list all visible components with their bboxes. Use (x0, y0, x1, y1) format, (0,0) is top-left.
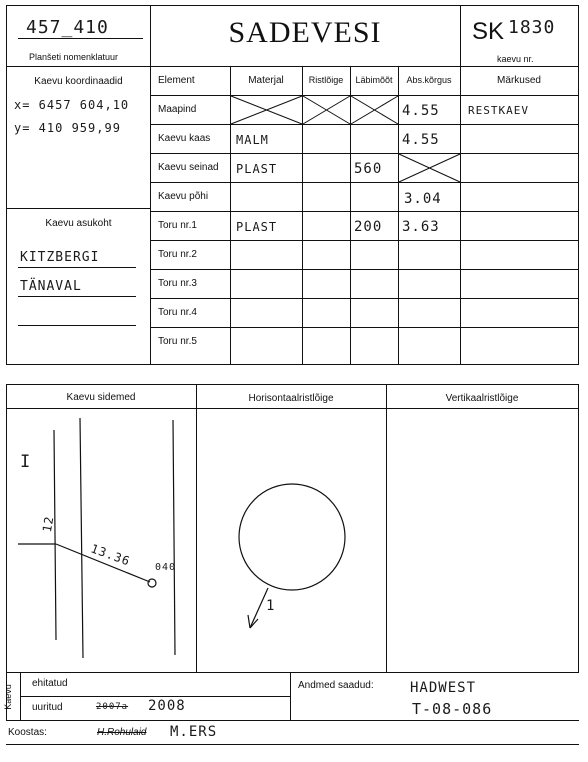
th-elevation: Abs.kõrgus (406, 75, 452, 85)
row-element: Toru nr.3 (158, 278, 197, 289)
row-elevation: 4.55 (402, 132, 440, 148)
sketch-well-ref: 040 (155, 562, 177, 573)
row-element: Kaevu põhi (158, 191, 209, 202)
compiled-value: M.ERS (170, 724, 218, 740)
row-element: Kaevu seinad (158, 162, 219, 173)
coord-y: y= 410 959,99 (14, 121, 121, 135)
row-material: PLAST (236, 162, 278, 176)
coords-label: Kaevu koordinaadid (34, 76, 123, 87)
kaevu-label: Kaevu (2, 684, 13, 710)
page-title: SADEVESI (228, 16, 382, 49)
th-element: Element (158, 75, 195, 86)
row-elevation: 3.63 (402, 219, 440, 235)
coord-x: x= 6457 604,10 (14, 98, 130, 112)
th-material: Materjal (248, 75, 284, 86)
row-notes: RESTKAEV (468, 104, 529, 117)
built-label: ehitatud (32, 678, 68, 689)
row-elevation: 3.04 (404, 191, 442, 207)
row-elevation: 4.55 (402, 103, 440, 119)
row-element: Kaevu kaas (158, 133, 211, 144)
compiled-struck: H.Rohulaid (97, 727, 147, 738)
location-label: Kaevu asukoht (45, 218, 112, 229)
compiled-label: Koostas: (8, 727, 47, 738)
studied-label: uuritud (32, 702, 63, 713)
th-diameter: Läbimõõt (355, 75, 393, 85)
location-line2: TÄNAVAL (20, 279, 82, 294)
row-element: Toru nr.4 (158, 307, 197, 318)
well-prefix: SK (472, 18, 505, 45)
th-cross: Ristlõige (308, 75, 344, 85)
nomenclature-label: Planšeti nomenklatuur (29, 52, 119, 62)
row-element: Toru nr.5 (158, 336, 197, 347)
row-material: PLAST (236, 220, 278, 234)
location-line1: KITZBERGI (20, 250, 100, 265)
well-label: kaevu nr. (497, 54, 534, 64)
sketch-pipe-label: 1 (266, 598, 276, 614)
data-line1: HADWEST (410, 680, 477, 696)
studied-value: 2008 (148, 698, 186, 714)
data-label: Andmed saadud: (298, 680, 374, 691)
sketch-col3-label: Vertikaalristlõige (445, 393, 519, 404)
sketch-col1-label: Kaevu sidemed (66, 392, 136, 403)
studied-struck: 2007a (96, 702, 129, 712)
row-diameter: 560 (354, 161, 383, 177)
row-element: Toru nr.2 (158, 249, 197, 260)
sketch-col2-label: Horisontaalristlõige (248, 393, 334, 404)
sketch-dim-vertical: 12 (39, 514, 57, 534)
th-notes: Märkused (497, 75, 541, 86)
row-element: Toru nr.1 (158, 220, 197, 231)
sketch-roman: I (20, 452, 32, 472)
row-element: Maapind (158, 104, 197, 115)
row-diameter: 200 (354, 219, 383, 235)
data-line2: T-08-086 (412, 700, 493, 718)
row-material: MALM (236, 133, 269, 147)
well-number: 1830 (508, 17, 556, 38)
sketch-dim-diagonal: 13.36 (88, 541, 133, 569)
nomenclature-value: 457_410 (26, 17, 109, 38)
